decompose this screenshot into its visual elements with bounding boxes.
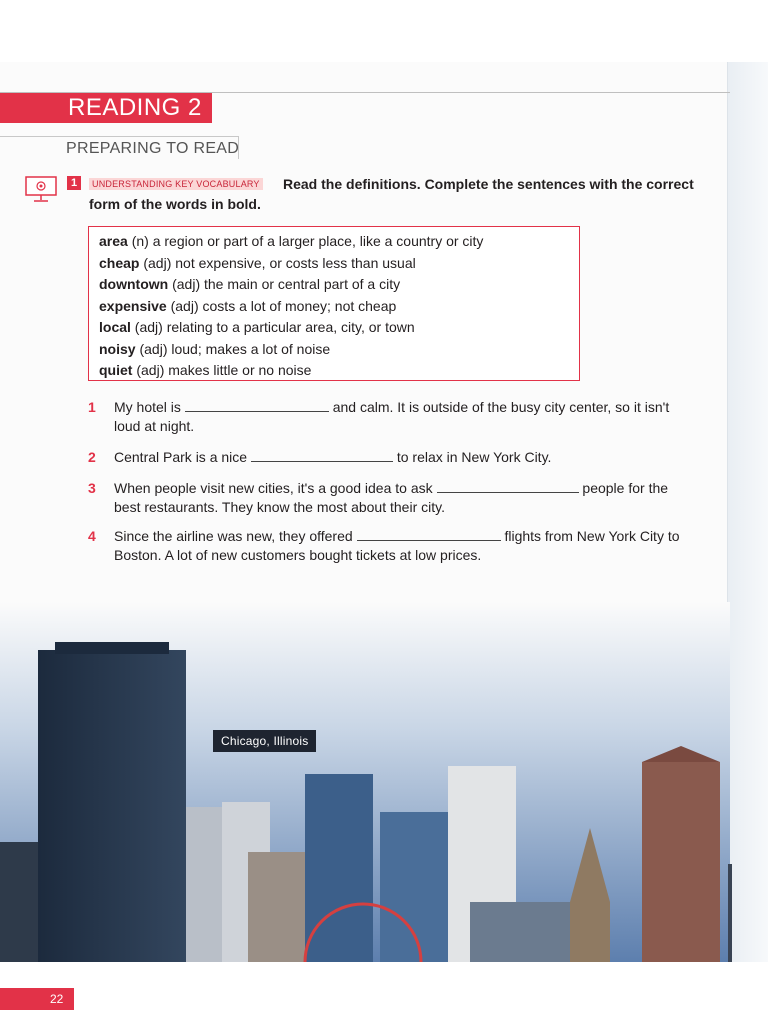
sentence-after-blank: to relax in New York City. [396,449,552,465]
answer-blank[interactable] [185,399,329,412]
part-of-speech: (adj) [143,254,172,271]
answer-blank[interactable] [251,449,393,462]
definitions-box [88,226,580,381]
definition-word: downtown [99,276,169,292]
definition-word: expensive [99,297,167,314]
part-of-speech: (adj) [172,276,201,292]
sentence-number: 4 [88,528,96,544]
definition-word: quiet [99,362,133,378]
part-of-speech: (n) [131,233,149,249]
page-edge [727,62,768,962]
sentence-item [88,479,694,517]
sentence-item [88,448,694,467]
definition-text: relating to a particular area, city, or town [166,319,415,335]
answer-blank[interactable] [437,480,579,493]
sentence-before-blank: Since the airline was new, they offered [114,528,353,544]
definition-item [99,274,483,296]
definitions-list [99,231,483,382]
sentence-text [114,448,694,467]
sentence-after-blank: and calm. It is outside of the busy city center, so it isn't loud at night. [114,399,670,434]
definition-text: loud; makes a lot of noise [171,340,331,357]
sentence-before-blank: My hotel is [114,399,181,415]
definition-word: local [99,319,131,335]
definition-word: noisy [99,340,136,357]
sentence-item [88,527,694,565]
sentence-number: 2 [88,449,96,465]
part-of-speech: (adj) [170,297,199,314]
exercise-number: 1 [67,176,81,190]
definition-word: cheap [99,254,140,271]
definition-text: the main or central part of a city [204,276,401,292]
sentence-item [88,398,694,436]
sentence-after-blank: people for the best restaurants. They know the most about their city. [114,480,669,515]
sentence-text [114,398,694,436]
definition-item [99,296,483,318]
definition-item [99,339,483,361]
definition-text: costs a lot of money; not cheap [202,297,397,314]
textbook-page [0,62,768,1006]
sentence-before-blank: When people visit new cities, it's a good idea to ask [114,480,433,496]
skyline-illustration [0,602,730,962]
chicago-skyline-photo [0,602,730,962]
sentence-text [114,479,694,517]
part-of-speech: (adj) [134,319,163,335]
definition-item [99,253,483,275]
part-of-speech: (adj) [139,340,168,357]
skill-tag: UNDERSTANDING KEY VOCABULARY [89,178,263,190]
page-number: 22 [50,992,64,1006]
sentence-before-blank: Central Park is a nice [114,449,248,465]
subsection-title: PREPARING TO READ [66,140,240,157]
section-title: READING 2 [68,94,202,121]
definition-text: a region or part of a larger place, like a country or city [152,233,484,249]
definition-item [99,231,483,253]
sentence-number: 3 [88,480,96,496]
definition-word: area [99,233,128,249]
video-screen-icon[interactable] [25,176,57,204]
definition-text: not expensive, or costs less than usual [175,254,416,271]
definition-item [99,317,483,339]
sentence-text [114,527,694,565]
answer-blank[interactable] [357,528,501,541]
definition-text: makes little or no noise [168,362,312,378]
photo-caption: Chicago, Illinois [213,730,316,752]
exercise-instructions: Read the definitions. Complete the sentences with the correct form of the words in bold. [89,176,694,212]
sentence-number: 1 [88,399,96,415]
part-of-speech: (adj) [136,362,165,378]
sentence-after-blank: flights from New York City to Boston. A lot of new customers bought tickets at low prices. [114,528,680,563]
definition-item [99,360,483,382]
